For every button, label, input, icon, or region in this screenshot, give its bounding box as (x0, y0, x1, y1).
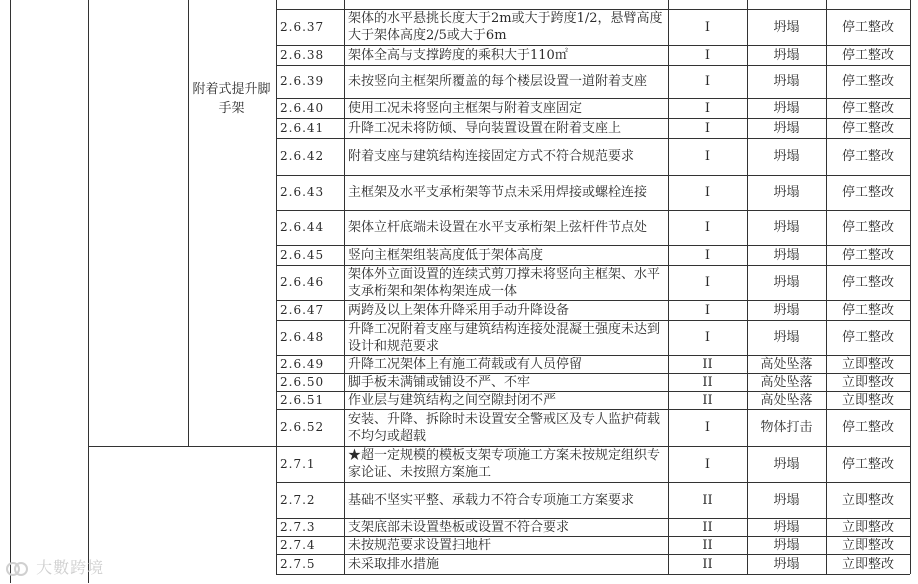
required-action: 停工整改 (841, 19, 894, 35)
row-description: 附着支座与建筑结构连接固定方式不符合规范要求 (348, 149, 635, 164)
row-description: 架体全高与支撑跨度的乘积大于110㎡ (348, 47, 568, 63)
row-description: 架体外立面设置的连续式剪刀撑未将竖向主框架、水平支承桁架和架体构架连成一体 (348, 266, 661, 299)
grid-line (276, 574, 910, 575)
hazard-level: I (704, 456, 711, 472)
row-description: 脚手板未满铺或铺设不严、不牢 (348, 374, 531, 390)
consequence: 坍塌 (773, 185, 800, 200)
row-number: 2.6.45 (280, 247, 325, 262)
hazard-level: I (704, 185, 711, 200)
row-description: 升降工况未将防倾、导向装置设置在附着支座上 (348, 120, 622, 136)
consequence: 物体打击 (760, 420, 813, 435)
row-number: 2.6.43 (280, 185, 325, 199)
row-description: ★超一定规模的模板支架专项施工方案未按规定组织专家论证、未按照方案施工 (348, 448, 661, 480)
watermark-text: 大數跨境 (36, 558, 105, 577)
row-number: 2.6.40 (280, 100, 325, 115)
row-number: 2.7.3 (280, 519, 316, 534)
hazard-level: II (702, 537, 713, 553)
required-action: 停工整改 (841, 100, 894, 116)
hazard-level: II (702, 556, 713, 572)
row-description: 作业层与建筑结构之间空隙封闭不严 (348, 392, 557, 408)
required-action: 停工整改 (841, 47, 894, 63)
consequence: 坍塌 (773, 275, 800, 290)
hazard-level: II (702, 492, 713, 508)
category-label: 附着式提升脚手架 (192, 82, 271, 116)
consequence: 坍塌 (773, 330, 800, 345)
section-divider (88, 446, 276, 447)
hazard-level: I (704, 100, 711, 116)
hazard-level: I (704, 149, 711, 164)
consequence: 坍塌 (773, 47, 800, 63)
consequence: 坍塌 (773, 247, 800, 263)
required-action: 停工整改 (841, 302, 894, 318)
required-action: 立即整改 (841, 356, 894, 372)
required-action: 停工整改 (841, 120, 894, 136)
required-action: 立即整改 (841, 556, 894, 572)
hazard-level: I (704, 74, 711, 89)
hazard-level: I (704, 330, 711, 345)
hazard-level: I (704, 120, 711, 136)
required-action: 停工整改 (841, 149, 894, 164)
required-action: 停工整改 (841, 330, 894, 345)
consequence: 坍塌 (773, 149, 800, 164)
consequence: 高处坠落 (760, 374, 813, 390)
hazard-level: II (702, 356, 713, 372)
required-action: 立即整改 (841, 374, 894, 390)
hazard-level: I (704, 220, 711, 235)
row-number: 2.6.37 (280, 19, 325, 34)
row-description: 架体立杆底端未设置在水平支承桁架上弦杆件节点处 (348, 220, 648, 235)
consequence: 坍塌 (773, 456, 800, 472)
row-number: 2.7.4 (280, 537, 316, 552)
row-description: 未按规范要求设置扫地杆 (348, 537, 492, 553)
row-number: 2.7.2 (280, 492, 316, 507)
row-number: 2.7.1 (280, 456, 316, 471)
grid-line (910, 0, 911, 574)
consequence: 坍塌 (773, 74, 800, 89)
row-description: 竖向主框架组装高度低于架体高度 (348, 247, 544, 263)
required-action: 停工整改 (841, 275, 894, 290)
row-description: 主框架及水平支承桁架等节点未采用焊接或螺栓连接 (348, 185, 648, 200)
required-action: 停工整改 (841, 420, 894, 435)
watermark (4, 555, 104, 580)
hazard-level: I (704, 47, 711, 63)
consequence: 坍塌 (773, 120, 800, 136)
row-number: 2.6.38 (280, 47, 325, 62)
hazard-level: II (702, 519, 713, 535)
consequence: 高处坠落 (760, 392, 813, 408)
hazard-level: I (704, 302, 711, 318)
row-number: 2.6.48 (280, 330, 325, 344)
required-action: 停工整改 (841, 74, 894, 89)
row-description: 安装、升降、拆除时未设置安全警戒区及专人监护荷载不均匀或超载 (348, 411, 661, 444)
required-action: 停工整改 (841, 247, 894, 263)
required-action: 立即整改 (841, 519, 894, 535)
row-number: 2.7.5 (280, 556, 316, 571)
hazard-level: I (704, 275, 711, 290)
row-number: 2.6.41 (280, 120, 325, 135)
required-action: 停工整改 (841, 185, 894, 200)
consequence: 坍塌 (773, 492, 800, 508)
consequence: 坍塌 (773, 220, 800, 235)
consequence: 坍塌 (773, 302, 800, 318)
required-action: 停工整改 (841, 220, 894, 235)
row-description: 升降工况附着支座与建筑结构连接处混凝土强度未达到设计和规范要求 (348, 321, 661, 354)
consequence: 坍塌 (773, 100, 800, 116)
grid-line (88, 0, 89, 583)
row-description: 架体的水平悬挑长度大于2m或大于跨度1/2，悬臂高度大于架体高度2/5或大于6m (348, 11, 663, 43)
required-action: 停工整改 (841, 456, 894, 472)
consequence: 坍塌 (773, 537, 800, 553)
row-description: 两跨及以上架体升降采用手动升降设备 (348, 302, 570, 318)
row-number: 2.6.46 (280, 275, 325, 289)
watermark-logo-icon (4, 558, 30, 580)
consequence: 高处坠落 (760, 356, 813, 372)
consequence: 坍塌 (773, 519, 800, 535)
hazard-level: I (704, 19, 711, 35)
row-description: 使用工况未将竖向主框架与附着支座固定 (348, 100, 583, 116)
row-description: 升降工况架体上有施工荷载或有人员停留 (348, 356, 583, 372)
row-number: 2.6.42 (280, 149, 325, 163)
grid-line (188, 0, 189, 446)
required-action: 立即整改 (841, 492, 894, 508)
consequence: 坍塌 (773, 19, 800, 35)
required-action: 立即整改 (841, 392, 894, 408)
row-number: 2.6.52 (280, 420, 325, 434)
row-number: 2.6.47 (280, 302, 325, 317)
hazard-level: I (704, 247, 711, 263)
hazard-level: I (704, 420, 711, 435)
consequence: 坍塌 (773, 556, 800, 572)
row-description: 基础不坚实平整、承载力不符合专项施工方案要求 (348, 492, 635, 508)
required-action: 立即整改 (841, 537, 894, 553)
row-description: 未按竖向主框架所覆盖的每个楼层设置一道附着支座 (348, 74, 648, 89)
row-number: 2.6.39 (280, 74, 325, 88)
row-number: 2.6.50 (280, 374, 325, 389)
row-number: 2.6.49 (280, 356, 325, 371)
row-number: 2.6.44 (280, 220, 325, 234)
hazard-level: II (702, 374, 713, 390)
hazard-level: II (702, 392, 713, 408)
row-number: 2.6.51 (280, 392, 325, 407)
row-description: 支架底部未设置垫板或设置不符合要求 (348, 519, 570, 535)
row-description: 未采取排水措施 (348, 556, 440, 572)
grid-line (10, 0, 11, 583)
